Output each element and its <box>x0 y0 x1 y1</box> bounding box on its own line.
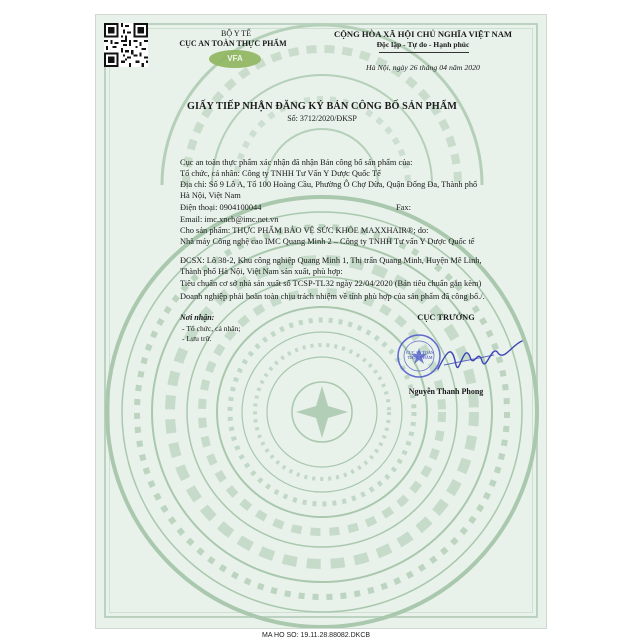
signer-role: CỤC TRƯỞNG <box>417 313 475 322</box>
nation-title: CỘNG HÒA XÃ HỘI CHỦ NGHĨA VIỆT NAM <box>333 29 513 39</box>
production-address-line-1: ĐCSX: Lô 38-2, Khu công nghiệp Quang Minh 1, Thị trấn Quang Minh, Huyện Mê Linh, <box>180 256 482 265</box>
standard-line: Tiêu chuẩn cơ sở nhà sản xuất số TCSP-TL32 ngày 22/04/2020 (Bản tiêu chuẩn gắn kèm) <box>180 279 482 288</box>
certificate-sheet <box>95 14 547 629</box>
factory-line: Nhà máy Công nghệ cao IMC Quang Minh 2 – Công ty TNHH Tư vấn Y Dược Quốc tế <box>180 237 475 246</box>
department-logo <box>209 50 261 68</box>
handwritten-signature <box>434 335 526 379</box>
fax-line: Fax: <box>396 203 411 212</box>
department-logo-text: VFA <box>227 54 243 63</box>
file-code: MA HO SO: 19.11.28.88082.DKCB <box>262 632 371 639</box>
address-line-1: Địa chỉ: Số 9 Lô A, Tổ 100 Hoàng Cầu, Phường Ô Chợ Dừa, Quận Đống Đa, Thành phố <box>180 180 478 189</box>
address-line-2: Hà Nội, Việt Nam <box>180 191 241 200</box>
intro-text: Cục an toàn thực phẩm xác nhận đã nhận Bản công bố sản phẩm của: <box>180 158 413 167</box>
motto-underline <box>379 52 469 53</box>
recipients-label: Nơi nhận: <box>180 313 215 322</box>
production-address-line-2: Thành phố Hà Nội, Việt Nam sản xuất, phù hợp: <box>180 267 343 276</box>
ministry-name: BỘ Y TẾ <box>221 29 251 38</box>
department-name: CỤC AN TOÀN THỰC PHẨM <box>179 39 287 48</box>
phone-line: Điện thoại: 0904100044 <box>180 203 262 212</box>
issue-date: Hà Nội, ngày 26 tháng 04 năm 2020 <box>366 63 480 72</box>
responsibility-line: Doanh nghiệp phải hoàn toàn chịu trách nhiệm về tính phù hợp của sản phẩm đã công bố./. <box>180 292 485 301</box>
email-line: Email: imc.xncb@imc.net.vn <box>180 215 279 224</box>
qr-code <box>104 23 148 67</box>
recipient-item: - Tổ chức, cá nhân; <box>182 324 241 333</box>
recipient-item: - Lưu trữ. <box>182 334 212 343</box>
national-motto: Độc lập - Tự do - Hạnh phúc <box>376 40 470 49</box>
document-number: Số: 3712/2020/ĐKSP <box>287 114 357 123</box>
product-line: Cho sản phẩm: THỰC PHẨM BẢO VỆ SỨC KHỎE MAXXHAIR®; do: <box>180 226 429 235</box>
stamp-text: CỤC AN TOÀN THỰC PHẨM <box>406 350 434 360</box>
document-title: GIẤY TIẾP NHẬN ĐĂNG KÝ BẢN CÔNG BỐ SẢN PHẨM <box>186 101 458 112</box>
organization-line: Tổ chức, cá nhân: Công ty TNHH Tư Vấn Y Dược Quốc Tế <box>180 169 381 178</box>
signer-name: Nguyễn Thanh Phong <box>408 387 484 396</box>
